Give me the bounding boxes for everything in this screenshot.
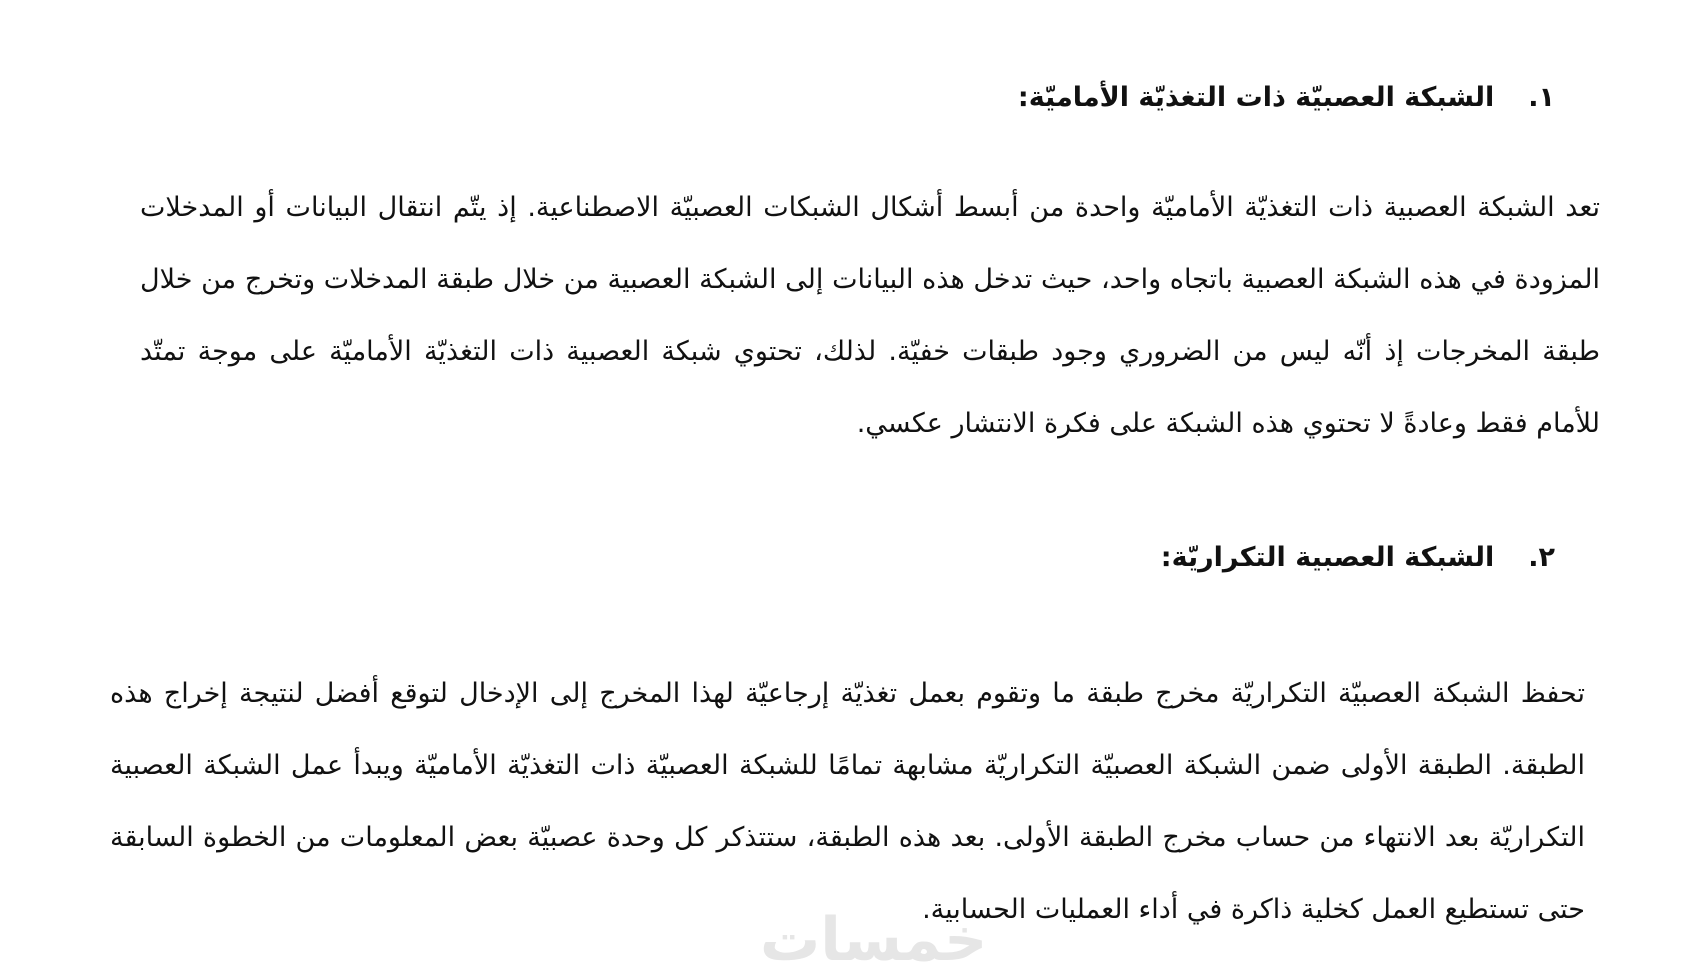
section-2-heading [1161, 542, 1555, 573]
section-1-number: ١. [1528, 82, 1555, 113]
section-1-paragraph: تعد الشبكة العصبية ذات التغذيّة الأماميّة واحدة من أبسط أشكال الشبكات العصبيّة الاصطناعية. إذ يتّم انتقال البيانات أو المدخلات المزودة في هذه الشبكة العصبية باتجاه واحد، حيث تدخل هذه البيانات إلى الشبكة العصبية من خلال طبقة المدخلات وتخرج من خلال طبقة المخرجات إذ أنّه ليس من الضروري وجود طبقات خفيّة. لذلك، تحتوي شبكة العصبية ذات التغذيّة الأماميّة على موجة تمتّد للأمام فقط وعادةً لا تحتوي هذه الشبكة على فكرة الانتشار عكسي. [140, 192, 1600, 439]
watermark-logo: خمسات [760, 905, 988, 975]
section-2-number: ٢. [1528, 542, 1555, 573]
section-1-heading [1018, 82, 1555, 113]
section-2-paragraph: تحفظ الشبكة العصبيّة التكراريّة مخرج طبقة ما وتقوم بعمل تغذيّة إرجاعيّة لهذا المخرج إلى الإدخال لتوقع أفضل لنتيجة إخراج هذه الطبقة. الطبقة الأولى ضمن الشبكة العصبيّة التكراريّة مشابهة تمامًا للشبكة العصبيّة ذات التغذيّة الأماميّة ويبدأ عمل الشبكة العصبية التكراريّة بعد الانتهاء من حساب مخرج الطبقة الأولى. بعد هذه الطبقة، ستتذكر كل وحدة عصبيّة بعض المعلومات من الخطوة السابقة حتى تستطيع العمل كخلية ذاكرة في أداء العمليات الحسابية. [110, 678, 1585, 925]
section-1-title: الشبكة العصبيّة ذات التغذيّة الأماميّة: [1017, 82, 1495, 113]
section-2-title: الشبكة العصبية التكراريّة: [1160, 542, 1495, 573]
